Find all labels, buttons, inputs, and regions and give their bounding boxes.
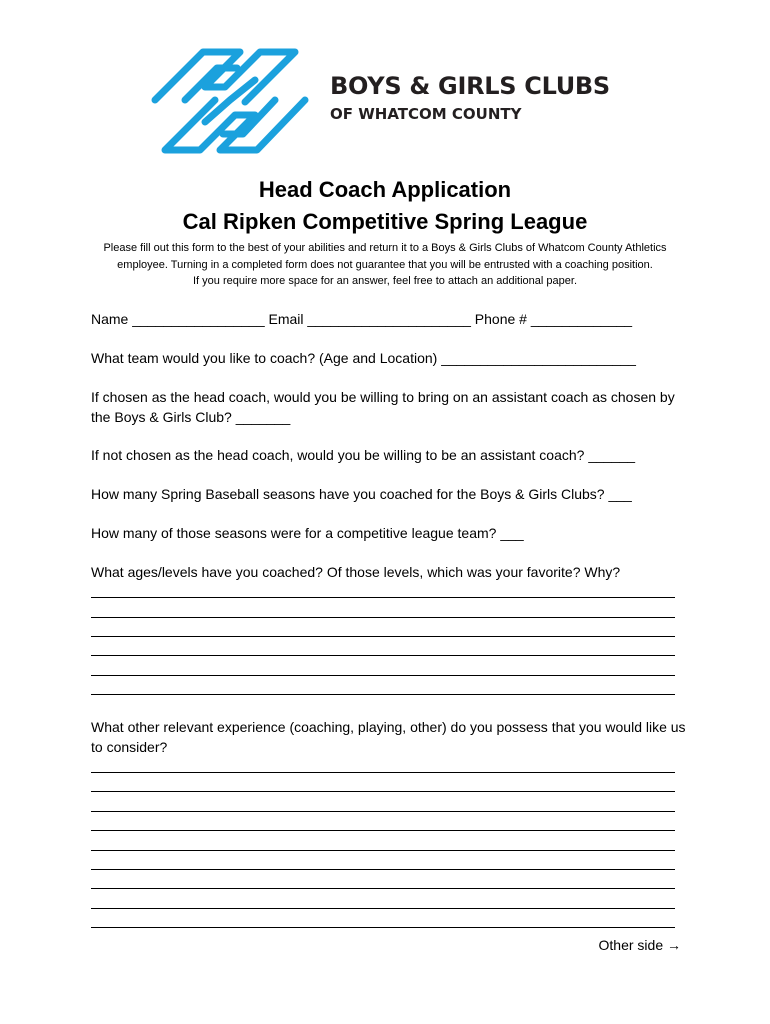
- answer-line[interactable]: [91, 655, 675, 656]
- page-subtitle: Cal Ripken Competitive Spring League: [182, 209, 588, 234]
- logo-org-name: BOYS & GIRLS CLUBS: [330, 72, 610, 100]
- seasons-coached-field[interactable]: How many Spring Baseball seasons have you coached for the Boys & Girls Clubs? ___: [91, 486, 632, 502]
- instructions-line: Please fill out this form to the best of your abilities and return it to a Boys & Girls Clubs of Whatcom County Athletics: [103, 242, 667, 254]
- instructions-paragraph: [85, 240, 685, 290]
- answer-line[interactable]: [91, 772, 675, 773]
- answer-line[interactable]: [91, 830, 675, 831]
- boys-girls-clubs-logo: [145, 42, 645, 162]
- answer-line[interactable]: [91, 869, 675, 870]
- assistant-coach-answer-field[interactable]: the Boys & Girls Club? _______: [91, 409, 291, 425]
- answer-line[interactable]: [91, 694, 675, 695]
- experience-question: What other relevant experience (coaching, playing, other) do you possess that you would like us: [91, 719, 686, 735]
- instructions-line: If you require more space for an answer, feel free to attach an additional paper.: [192, 275, 577, 287]
- answer-line[interactable]: [91, 636, 675, 637]
- competitive-seasons-field[interactable]: How many of those seasons were for a competitive league team? ___: [91, 525, 524, 541]
- answer-line[interactable]: [91, 597, 675, 598]
- answer-line[interactable]: [91, 617, 675, 618]
- instructions-line: employee. Turning in a completed form does not guarantee that you will be entrusted with a coaching position.: [117, 258, 653, 271]
- answer-line[interactable]: [91, 791, 675, 792]
- contact-info-fields[interactable]: Name _________________ Email _____________________ Phone # _____________: [91, 311, 633, 327]
- answer-line[interactable]: [91, 888, 675, 889]
- not-chosen-assistant-field[interactable]: If not chosen as the head coach, would you be willing to be an assistant coach? ______: [91, 447, 636, 463]
- team-preference-field[interactable]: What team would you like to coach? (Age and Location) _________________________: [91, 350, 636, 366]
- answer-line[interactable]: [91, 675, 675, 676]
- assistant-coach-question: If chosen as the head coach, would you be willing to bring on an assistant coach as chosen by: [91, 389, 675, 405]
- answer-line[interactable]: [91, 811, 675, 812]
- logo-org-location: OF WHATCOM COUNTY: [330, 105, 522, 123]
- ages-levels-question: What ages/levels have you coached? Of those levels, which was your favorite? Why?: [91, 564, 621, 580]
- answer-line[interactable]: [91, 927, 675, 928]
- experience-question-cont: to consider?: [91, 739, 168, 755]
- clasped-hands-logo-icon: [145, 42, 315, 160]
- answer-line[interactable]: [91, 908, 675, 909]
- answer-line[interactable]: [91, 850, 675, 851]
- page-title: Head Coach Application: [258, 177, 512, 202]
- other-side-note: Other side →: [598, 937, 681, 953]
